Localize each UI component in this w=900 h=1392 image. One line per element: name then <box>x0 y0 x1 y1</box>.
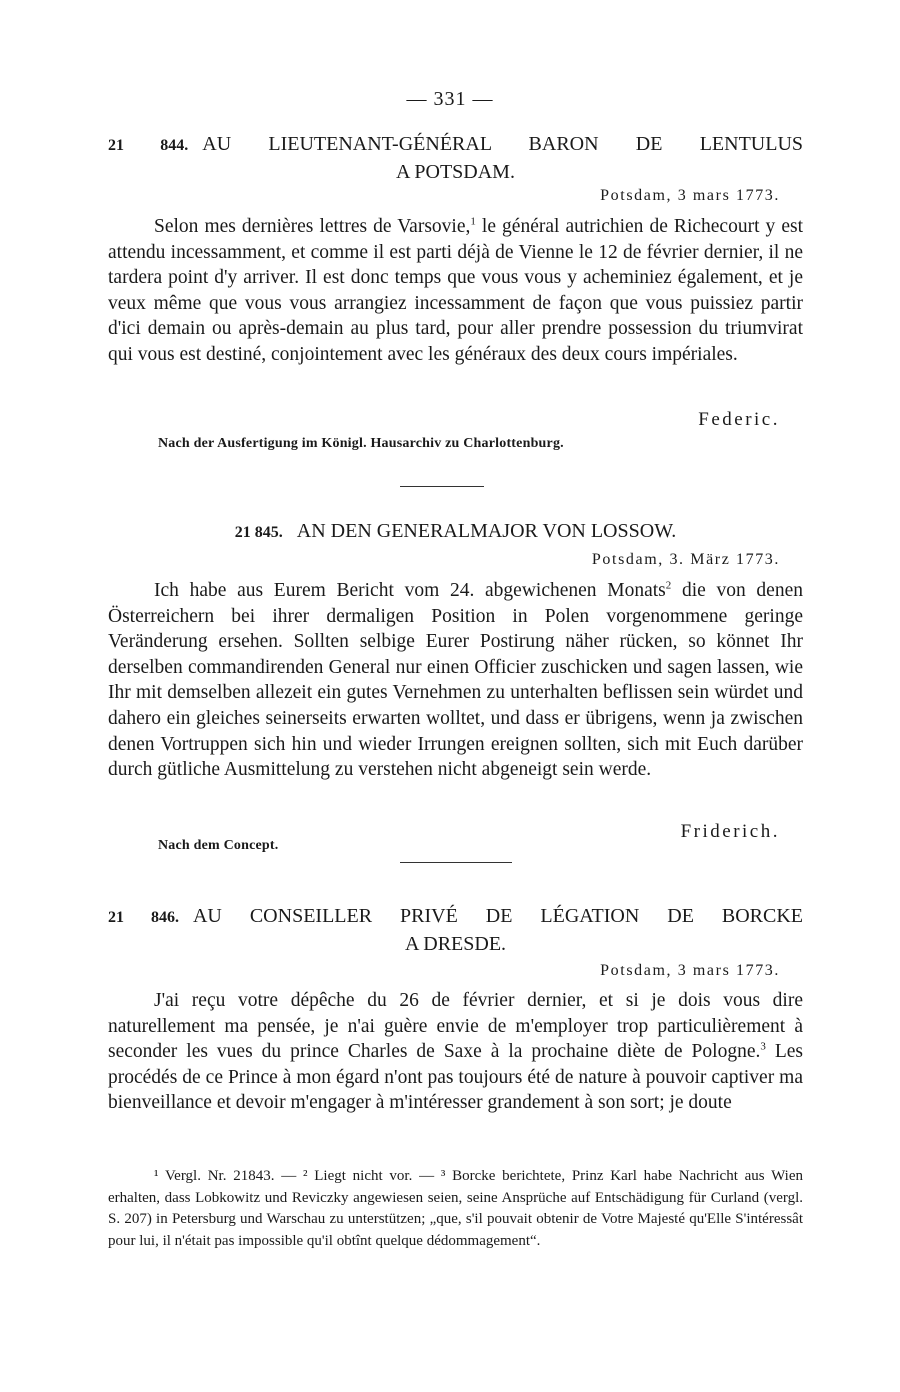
source-note: Nach dem Concept. <box>158 838 279 853</box>
heading-line: AN DEN GENERALMAJOR VON LOSSOW. <box>296 520 677 542</box>
dateline: Potsdam, 3. März 1773. <box>591 551 780 568</box>
footnote-text: ¹ Vergl. Nr. 21843. — ² Liegt nicht vor. — ³ Borcke berichtete, Prinz Karl habe Nachricht aus Wien erhalten, dass Lobkowitz und Reviczky angewiesen seien, seine Ansprüche auf Entschädigung für Curland (vergl. S. 207) in Petersburg und Warschau zu unterstützen; „que, s'il pouvait obtenir de Votre Majesté qu'Elle S'intéressât pour lui, il n'était pas impossible qu'il obtînt quelque dédommagement“. <box>108 1168 803 1249</box>
letter-number: 21 845. <box>234 524 283 541</box>
dateline: Potsdam, 3 mars 1773. <box>600 962 780 979</box>
heading-line: AU CONSEILLER PRIVÉ DE LÉGATION DE BORCKE <box>192 905 804 927</box>
separator-rule <box>400 486 484 487</box>
dateline: Potsdam, 3 mars 1773. <box>600 187 780 204</box>
letter-number: 21 844. <box>108 137 189 154</box>
footnote-ref: 3 <box>760 1040 766 1053</box>
letter-heading-21845 <box>108 518 803 546</box>
page-number: — 331 — <box>406 88 494 110</box>
separator-rule <box>400 862 512 863</box>
letter-body-21844: Selon mes dernières lettres de Varsovie,$^1$ le général autrichien de Richecourt y est attendu incessamment, et comme il est parti déjà de Vienne le 12 de février dernier, il ne tardera point d'y arriver. Il est donc temps que vous vous y acheminiez également, et je veux même que vous vous arrangiez incessamment de façon que vous puissiez partir d'ici demain ou après-demain au plus tard, pour aller prendre possession du triumvirat qui vous est destiné, conjointement avec les généraux des deux cours impériales. <box>108 215 804 365</box>
heading-line: A POTSDAM. <box>396 161 515 183</box>
letter-heading-21846 <box>108 903 803 957</box>
letter-number: 21 846. <box>108 909 179 926</box>
footnote-ref: 2 <box>665 579 672 592</box>
letter-body-21845: Ich habe aus Eurem Bericht vom 24. abgewichenen Monats$^2$ die von denen Österreichern bei ihrer dermaligen Position in Polen vorgenommene geringe Veränderung ersehen. Sollten selbige Eurer Postirung näher rücken, so könnet Ihr derselben commandirenden General nur einen Officier zuschicken und sagen lassen, wie Ihr mit demselben allezeit ein gutes Vernehmen zu unterhalten beflissen sein würdet und dahero ein gleiches seinerseits erwarten wolltet, und dass er übrigens, wenn ja zwischen denen Vortruppen sich hin und wieder Irrungen ereignen sollten, sich mit Euch darüber durch gütliche Ausmittelung zu verstehen nicht abgeneigt sein werde. <box>108 579 803 781</box>
letter-heading-21844 <box>108 131 803 185</box>
footnote-ref: 1 <box>470 215 476 228</box>
heading-line: A DRESDE. <box>404 933 507 955</box>
signature: Federic. <box>698 409 780 430</box>
signature: Friderich. <box>680 821 780 842</box>
heading-line: AU LIEUTENANT-GÉNÉRAL BARON DE LENTULUS <box>202 133 804 155</box>
source-note: Nach der Ausfertigung im Königl. Hausarchiv zu Charlottenburg. <box>158 436 564 451</box>
footnotes <box>108 1166 803 1252</box>
letter-body-21846: J'ai reçu votre dépêche du 26 de février dernier, et si je dois vous dire naturellement ma pensée, je n'ai guère envie de m'employer trop particulièrement à seconder les vues du prince Charles de Saxe à la prochaine diète de Pologne.$^3$ Les procédés de ce Prince à mon égard n'ont pas toujours été de nature à pouvoir captiver ma bienveillance et devoir m'engager à m'intéresser grandement à son sort; je doute <box>108 990 804 1114</box>
